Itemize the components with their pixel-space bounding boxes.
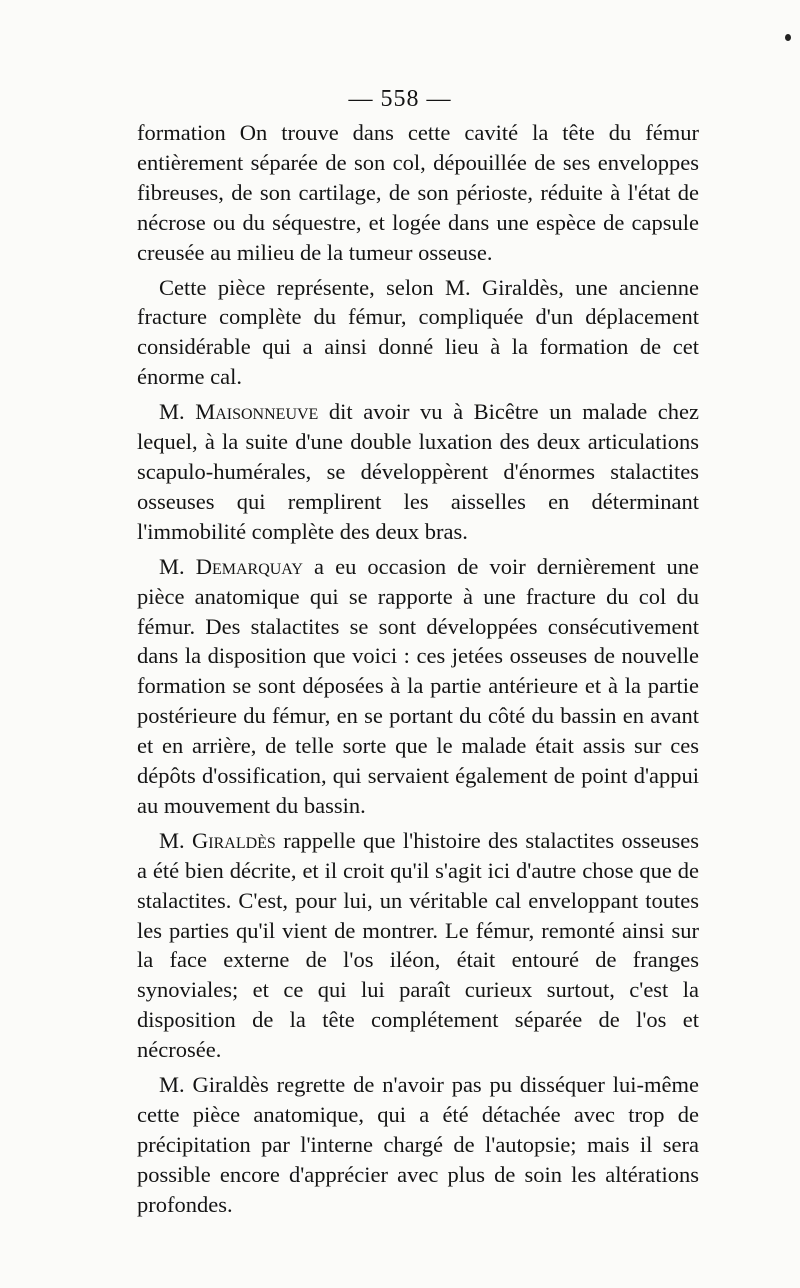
ink-speck bbox=[785, 34, 791, 41]
paragraph-text: a eu occasion de voir dernièrement une pièce anatomique qui se rapporte à une fracture du col du fémur. Des stalactites se sont développées consécutivement dans la disposition que voici : ces jetées osseuses de nouvelle formation se sont déposées à la partie antérieure et à la partie postérieure du fémur, en se portant du côté du bassin en avant et en arrière, de telle sorte que le malade était assis sur ces dépôts d'ossification, qui servaient également de point d'appui au mouvement du bassin. bbox=[137, 553, 700, 818]
speaker-name: Maisonneuve bbox=[195, 399, 319, 425]
paragraph-giraldes-interpretation bbox=[137, 273, 699, 393]
paragraph-continuation bbox=[137, 118, 699, 268]
page-number: — 558 — bbox=[348, 86, 452, 112]
paragraph-text: dit avoir vu à Bicêtre un malade chez lequel, à la suite d'une double luxation des deux articulations scapulo-humérales, se développèrent d'énormes stalactites osseuses qui remplirent les aisselles en déterminant l'immobilité complète des deux bras. bbox=[137, 399, 700, 544]
paragraph-text: M. Giraldès regrette de n'avoir pas pu disséquer lui-même cette pièce anatomique, qui a été détachée avec trop de précipitation par l'interne chargé de l'autopsie; mais il sera possible encore d'apprécier avec plus de soin les altérations profondes. bbox=[137, 1072, 699, 1217]
speaker-name: Giraldès bbox=[192, 827, 276, 853]
paragraph-text: formation On trouve dans cette cavité la tête du fémur entièrement séparée de son col, dépouillée de ses enveloppes fibreuses, de son cartilage, de son périoste, réduite à l'état de nécrose ou du séquestre, et logée dans une espèce de capsule creusée au milieu de la tumeur osseuse. bbox=[137, 120, 699, 265]
speaker-title: M. bbox=[159, 553, 185, 579]
paragraph-text: Cette pièce représente, selon M. Giraldès, une ancienne fracture complète du fémur, compliquée d'un déplacement considérable qui a ainsi donné lieu à la formation de cet énorme cal. bbox=[137, 274, 699, 390]
speaker-title: M. bbox=[159, 399, 185, 425]
paragraph-demarquay bbox=[137, 552, 699, 821]
speaker-name: Demarquay bbox=[195, 553, 303, 579]
body-text bbox=[137, 118, 699, 1220]
paragraph-giraldes-regret bbox=[137, 1070, 699, 1220]
paragraph-text: rappelle que l'histoire des stalactites osseuses a été bien décrite, et il croit qu'il s'agit ici d'autre chose que de stalactites. C'est, pour lui, un véritable cal enveloppant toutes les parties qu'il vient de montrer. Le fémur, remonté ainsi sur la face externe de l'os iléon, était entouré de franges synoviales; et ce qui lui paraît curieux surtout, c'est la disposition de la tête complétement séparée de l'os et nécrosée. bbox=[137, 827, 699, 1063]
paragraph-maisonneuve bbox=[137, 397, 699, 547]
paragraph-giraldes-reply bbox=[137, 826, 699, 1065]
speaker-title: M. bbox=[159, 827, 185, 853]
